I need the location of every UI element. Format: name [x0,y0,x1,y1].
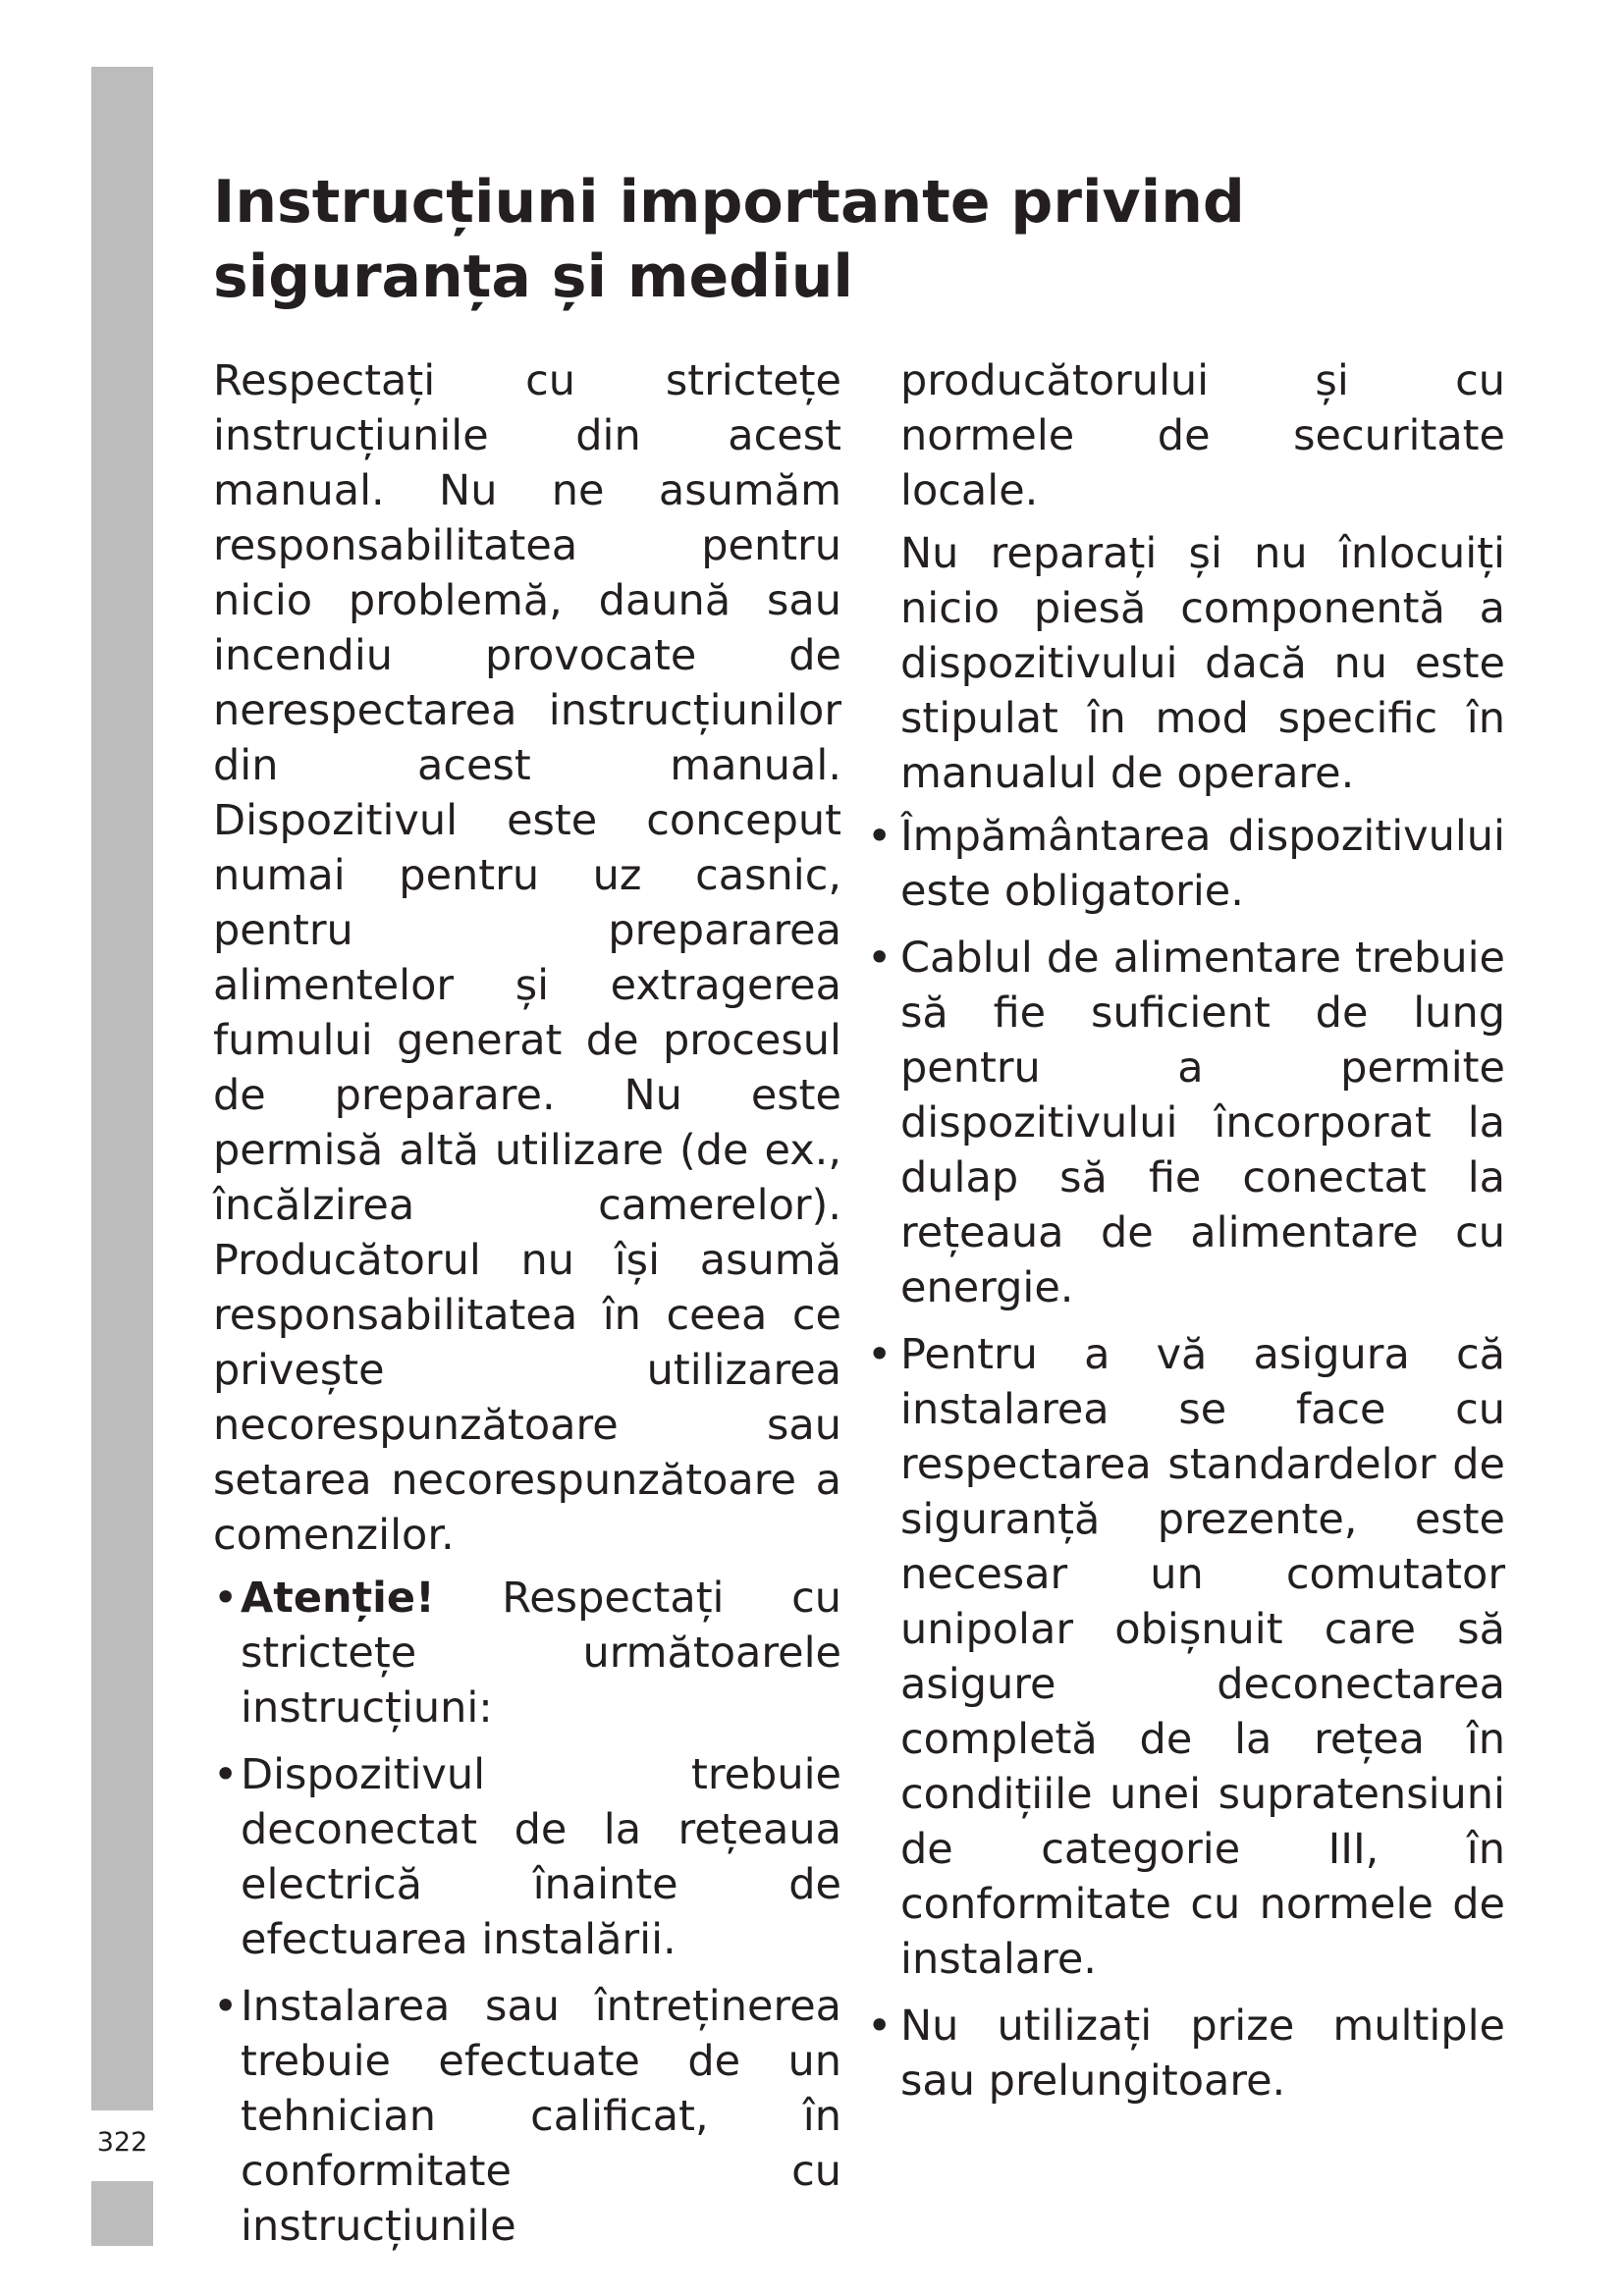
page-number: 322 [96,2127,148,2158]
bullet-dot: • [213,1750,239,1799]
bullet-dot: • [213,1982,239,2031]
list-item [213,1747,841,1967]
continuation-text: producătorului și cu normele de securitate locale. [900,356,1505,515]
page-title: Instrucțiuni importante privind siguranța și mediul [213,168,1245,311]
bullet-dot: • [867,812,893,861]
bullet-dot: • [867,1330,893,1379]
list-item-text: Dispozitivul trebuie deconectat de la rețeaua electrică înainte de efectuarea instalării. [241,1750,841,1964]
intro-paragraph: Respectați cu strictețe instrucțiunile din acest manual. Nu ne asumăm responsabilitatea pentru nicio problemă, daună sau incendiu provocate de nerespectarea instrucțiunilor din acest manual. Dispozitivul este conceput numai pentru uz casnic, pentru prepararea alimentelor și extragerea fumului generat de procesul de preparare. Nu este permisă altă utilizare (de ex., încălzirea camerelor). Producătorul nu își asumă responsabilitatea în ceea ce privește utilizarea necorespunzătoare sau setarea necorespunzătoare a comenzilor. [213,356,841,1560]
page-side-bar-bottom [91,2181,153,2246]
list-item [867,931,1505,1315]
bullet-dot: • [867,934,893,983]
page-side-bar [91,67,153,2110]
warning-lead: Atenție! [241,1574,435,1623]
bullet-dot: • [213,1574,239,1623]
list-item [213,1571,841,1735]
list-item-text: Instalarea sau întreținerea trebuie efectuate de un tehnician calificat, în conformitate cu instrucțiunile [241,1982,841,2251]
list-item-text: Respectați cu strictețe următoarele instrucțiuni: [241,1574,841,1733]
list-item-text: Cablul de alimentare trebuie să fie suficient de lung pentru a permite dispozitivului încorporat la dulap să fie conectat la rețeaua de alimentare cu energie. [900,934,1505,1312]
left-column [213,353,841,2266]
list-item-text: Nu utilizați prize multiple sau prelungitoare. [900,2002,1505,2106]
list-item [867,1999,1505,2109]
bullet-dot: • [867,2002,893,2051]
list-item [867,1327,1505,1987]
list-item-text: Împământarea dispozitivului este obligatorie. [900,812,1505,916]
list-item [867,809,1505,919]
list-item [213,1979,841,2254]
right-column [867,353,1505,2120]
list-item-text: Pentru a vă asigura că instalarea se face cu respectarea standardelor de siguranță prezente, este necesar un comutator unipolar obișnuit care să asigure deconectarea completă de la rețea în condițiile unei supratensiuni de categorie III, în conformitate cu normele de instalare. [900,1330,1505,1984]
repair-paragraph: Nu reparați și nu înlocuiți nicio piesă componentă a dispozitivului dacă nu este stipulat în mod specific în manualul de operare. [900,529,1505,798]
